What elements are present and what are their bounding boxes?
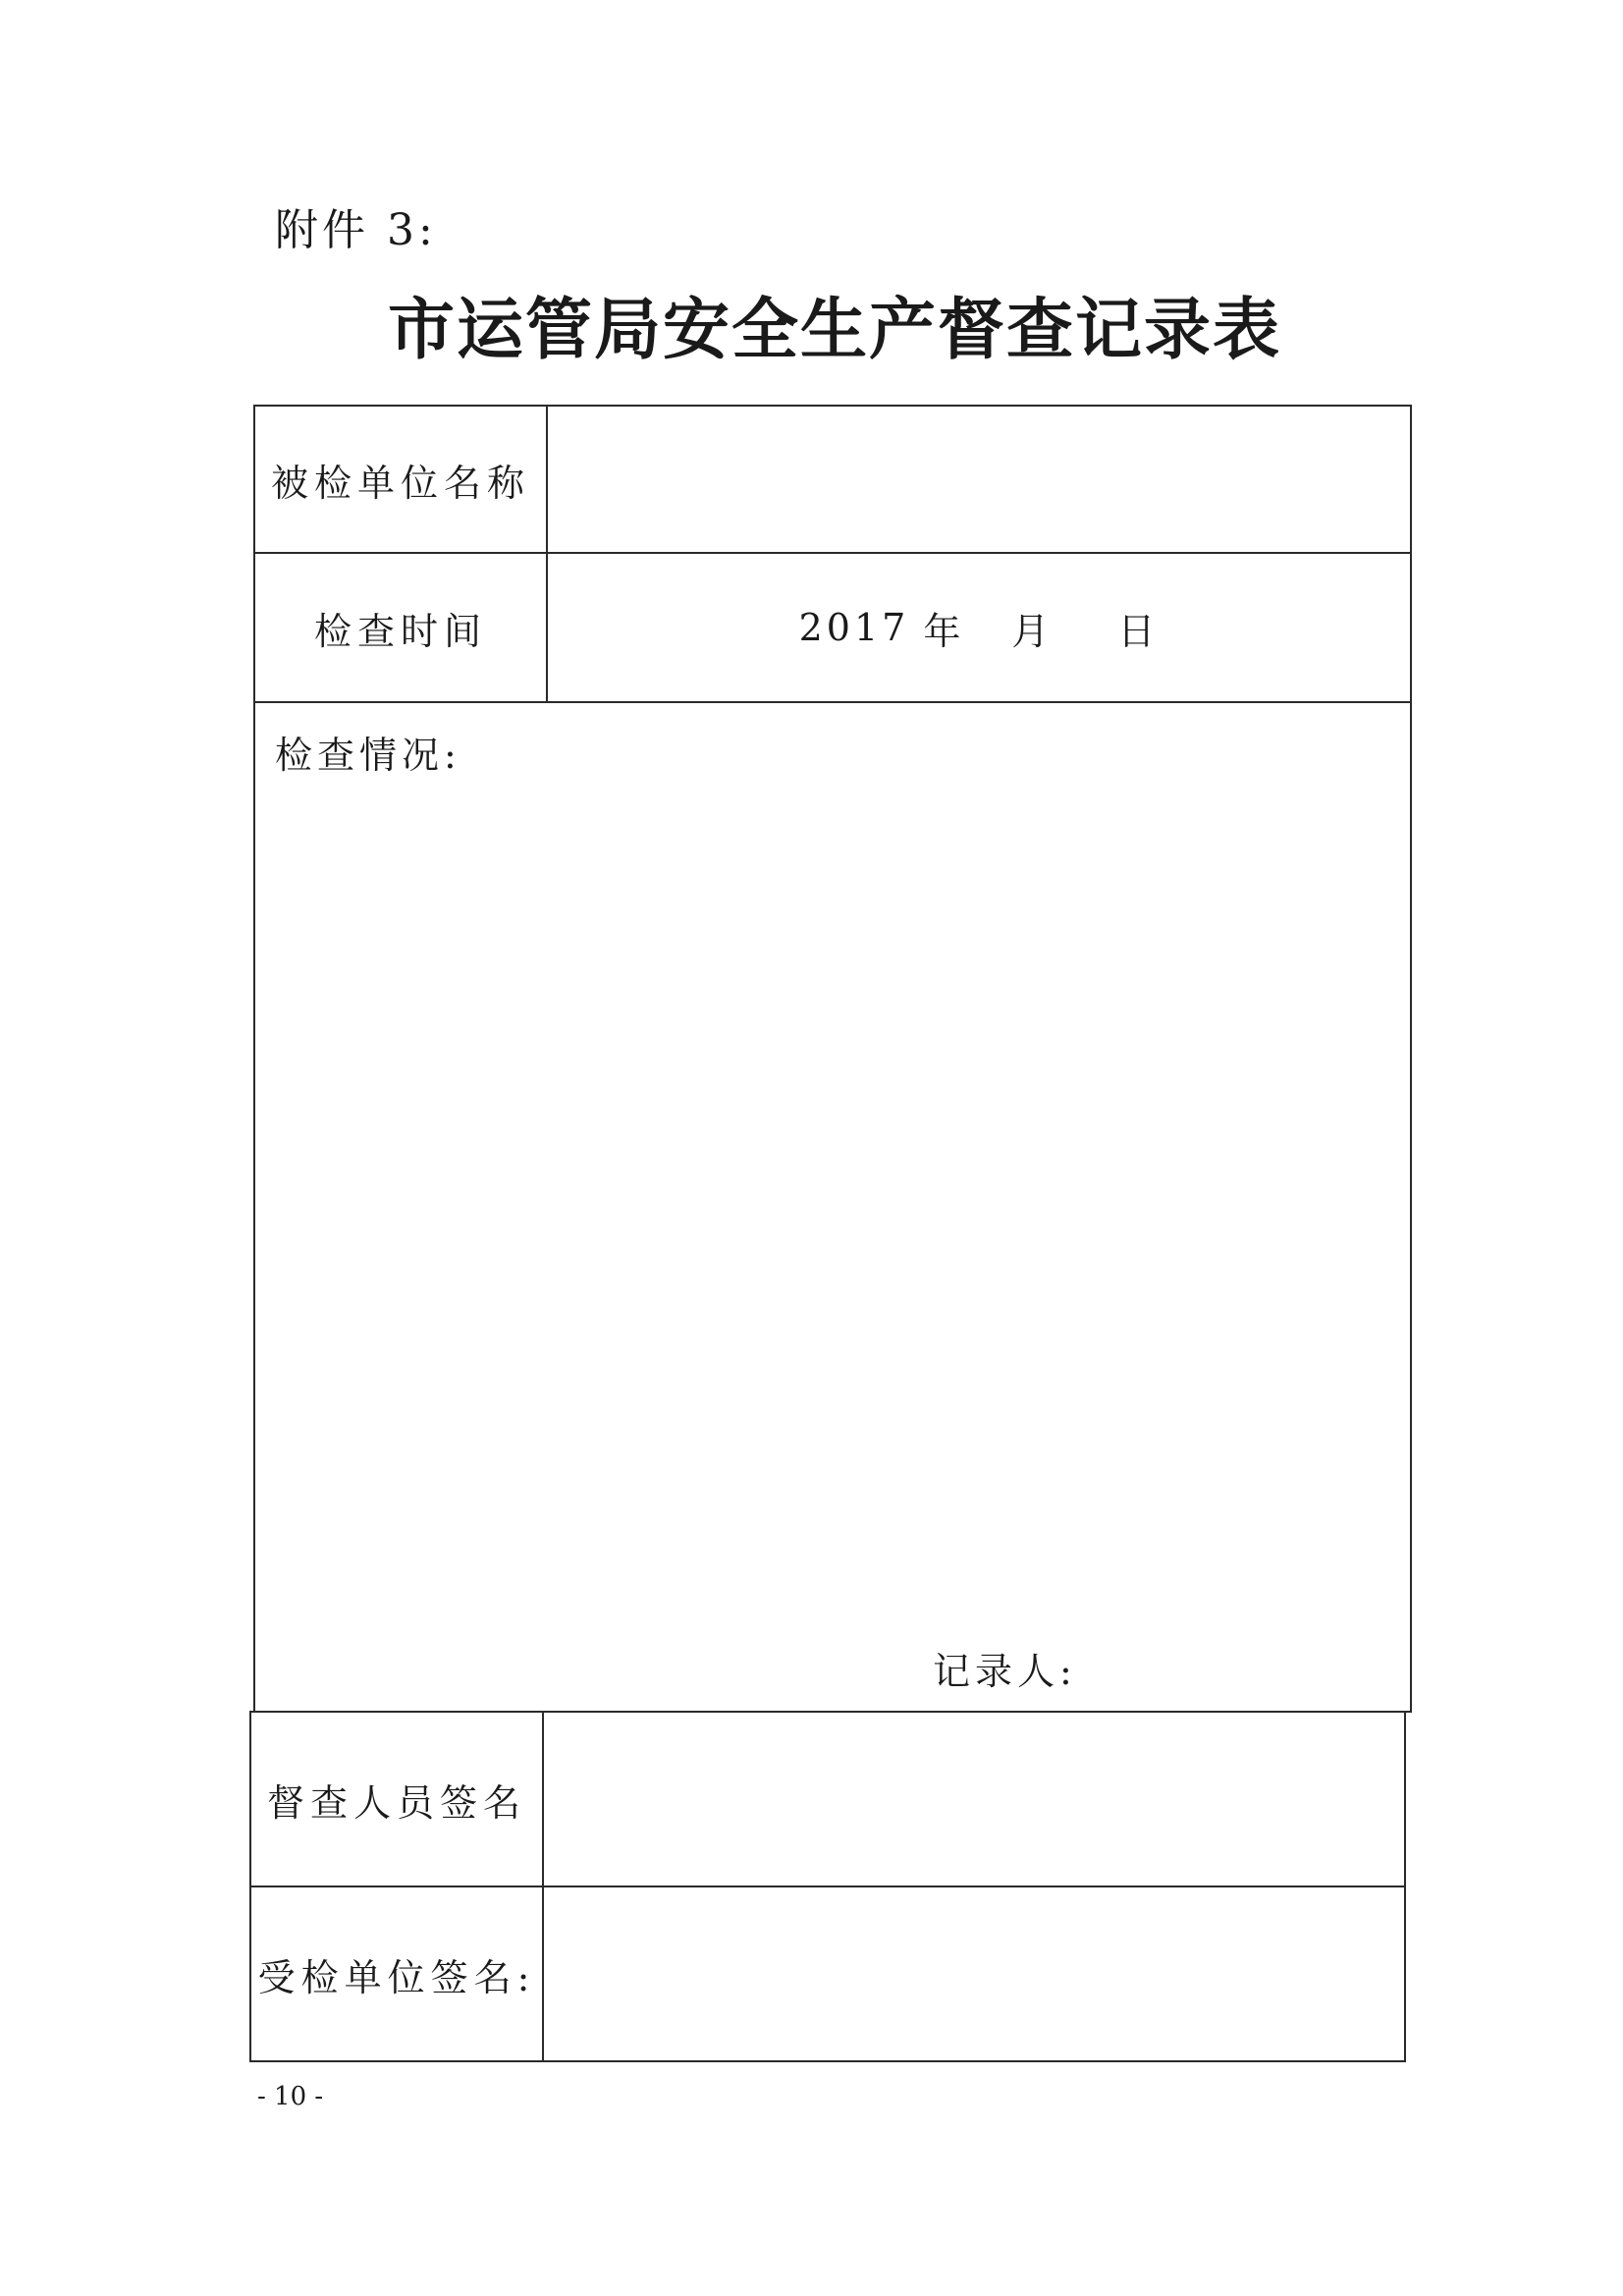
date-year-unit: 年 <box>923 609 961 653</box>
inspection-time-label <box>253 552 548 703</box>
inspected-unit-label <box>253 405 548 554</box>
inspection-record-form <box>253 405 1412 2074</box>
date-year: 2017 <box>798 606 910 649</box>
inspection-time-field[interactable] <box>546 552 1412 703</box>
attachment-label: 附件 3: <box>275 205 437 255</box>
unit-signature-field[interactable] <box>542 1886 1406 2062</box>
date-month-unit: 月 <box>1011 609 1054 653</box>
unit-signature-label-text: 受检单位签名: <box>257 1955 536 1999</box>
inspector-signature-field[interactable] <box>542 1711 1406 1887</box>
recorder-label: 记录人: <box>933 1650 1077 1693</box>
page-number: - 10 - <box>257 2082 324 2111</box>
inspection-status-area[interactable] <box>253 701 1412 1713</box>
inspection-status-label: 检查情况: <box>275 734 461 777</box>
inspected-unit-label-text: 被检单位名称 <box>270 461 530 505</box>
document-title: 市运管局安全生产督查记录表 <box>387 291 1281 369</box>
inspected-unit-field[interactable] <box>546 405 1412 554</box>
date-day-unit: 日 <box>1117 609 1160 653</box>
unit-signature-label <box>249 1886 544 2062</box>
inspection-time-label-text: 检查时间 <box>313 609 487 653</box>
inspector-signature-label <box>249 1711 544 1887</box>
inspector-signature-label-text: 督查人员签名 <box>266 1780 526 1825</box>
